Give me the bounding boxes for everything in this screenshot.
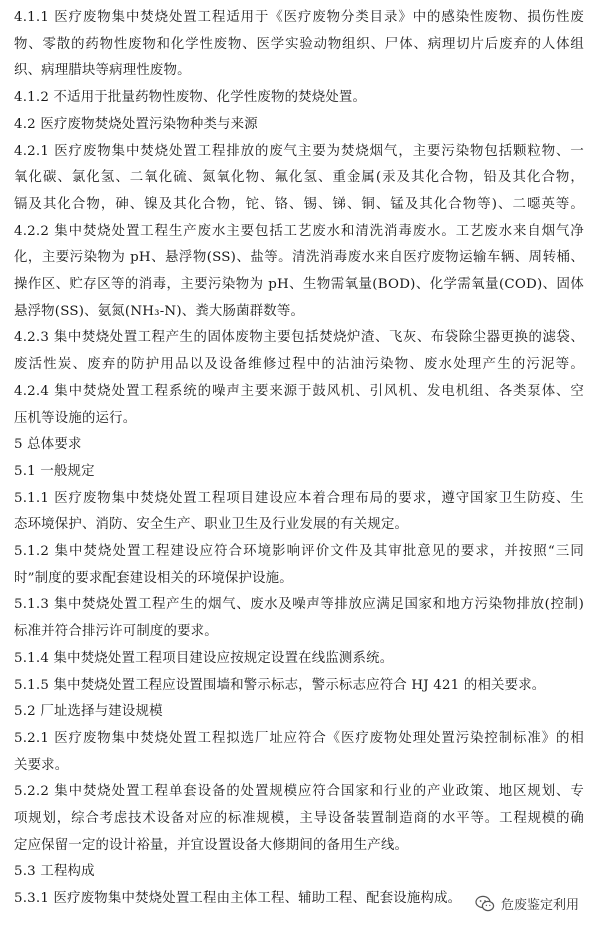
text-line: 压机等设施的运行。 [14, 410, 137, 426]
wechat-icon [475, 895, 495, 913]
text-line: 镉及其化合物，砷、镍及其化合物，铊、铬、锡、锑、铜、锰及其化合物等)、二噁英等。 [14, 196, 584, 212]
text-line: 织、病理腊块等病理性废物。 [14, 63, 191, 79]
text-line: 化，主要污染物为 pH、悬浮物(SS)、盐等。清洗消毒废水来自医疗废物运输车辆、周转桶、 [14, 250, 584, 266]
text-line: 物、零散的药物性废物和化学性废物、医学实验动物组织、尸体、病理切片后废弃的人体组 [14, 36, 584, 52]
text-line: 时”制度的要求配套建设相关的环境保护设施。 [14, 570, 293, 586]
text-line: 5.3 工程构成 [14, 864, 95, 880]
text-line: 4.2.1 医疗废物集中焚烧处置工程排放的废气主要为焚烧烟气，主要污染物包括颗粒物、一 [14, 143, 584, 159]
text-line: 4.2.4 集中焚烧处置工程系统的噪声主要来源于鼓风机、引风机、发电机组、各类泵体、空 [14, 383, 584, 399]
text-line: 4.2 医疗废物焚烧处置污染物种类与来源 [14, 116, 258, 132]
text-line: 4.1.1 医疗废物集中焚烧处置工程适用于《医疗废物分类目录》中的感染性废物、损伤性废 [14, 10, 584, 25]
text-line: 项规划，综合考虑技术设备对应的标准规模，主导设备装置制造商的水平等。工程规模的确 [14, 811, 584, 826]
text-line: 5.1.4 集中焚烧处置工程项目建设应按规定设置在线监测系统。 [14, 650, 394, 666]
text-line: 操作区、贮存区等的消毒，主要污染物为 pH、生物需氧量(BOD)、化学需氧量(COD)、固体 [14, 277, 584, 292]
text-line: 5.1.5 集中焚烧处置工程应设置围墙和警示标志，警示标志应符合 HJ 421 的相关要求。 [14, 677, 546, 693]
text-line: 5.2 厂址选择与建设规模 [14, 704, 163, 720]
text-line: 4.2.2 集中焚烧处置工程生产废水主要包括工艺废水和清洗消毒废水。工艺废水来自烟气净 [14, 223, 584, 239]
text-line: 悬浮物(SS)、氨氮(NH₃-N)、粪大肠菌群数等。 [14, 303, 305, 319]
text-line: 5.1.3 集中焚烧处置工程产生的烟气、废水及噪声等排放应满足国家和地方污染物排放(控制) [14, 597, 584, 613]
text-line: 5 总体要求 [14, 437, 82, 453]
text-line: 标准并符合排污许可制度的要求。 [14, 624, 218, 640]
text-line: 定应保留一定的设计裕量，并宜设置设备大修期间的备用生产线。 [14, 837, 409, 853]
text-line: 4.2.3 集中焚烧处置工程产生的固体废物主要包括焚烧炉渣、飞灰、布袋除尘器更换的滤袋、 [14, 330, 584, 346]
text-line: 氧化碳、氯化氢、二氧化硫、氮氧化物、氟化氢、重金属(汞及其化合物，铅及其化合物， [14, 170, 584, 186]
text-line: 4.1.2 不适用于批量药物性废物、化学性废物的焚烧处置。 [14, 90, 367, 106]
text-line: 关要求。 [14, 757, 69, 773]
text-line: 5.1 一般规定 [14, 463, 95, 479]
text-line: 5.3.1 医疗废物集中焚烧处置工程由主体工程、辅助工程、配套设施构成。 [14, 891, 462, 907]
watermark-text: 危废鉴定利用 [500, 898, 579, 913]
text-line: 5.1.2 集中焚烧处置工程建设应符合环境影响评价文件及其审批意见的要求，并按照“三同 [14, 544, 584, 559]
text-line: 5.2.1 医疗废物集中焚烧处置工程拟选厂址应符合《医疗废物处理处置污染控制标准》的相 [14, 730, 584, 746]
text-line: 5.2.2 集中焚烧处置工程单套设备的处置规模应符合国家和行业的产业政策、地区规划、专 [14, 784, 584, 800]
watermark [475, 892, 583, 915]
text-line: 废活性炭、废弃的防护用品以及设备维修过程中的沾油污染物、废水处理产生的污泥等。 [14, 357, 584, 373]
text-line: 态环境保护、消防、安全生产、职业卫生及行业发展的有关规定。 [14, 517, 409, 533]
text-line: 5.1.1 医疗废物集中焚烧处置工程项目建设应本着合理布局的要求，遵守国家卫生防疫、生 [14, 490, 584, 506]
